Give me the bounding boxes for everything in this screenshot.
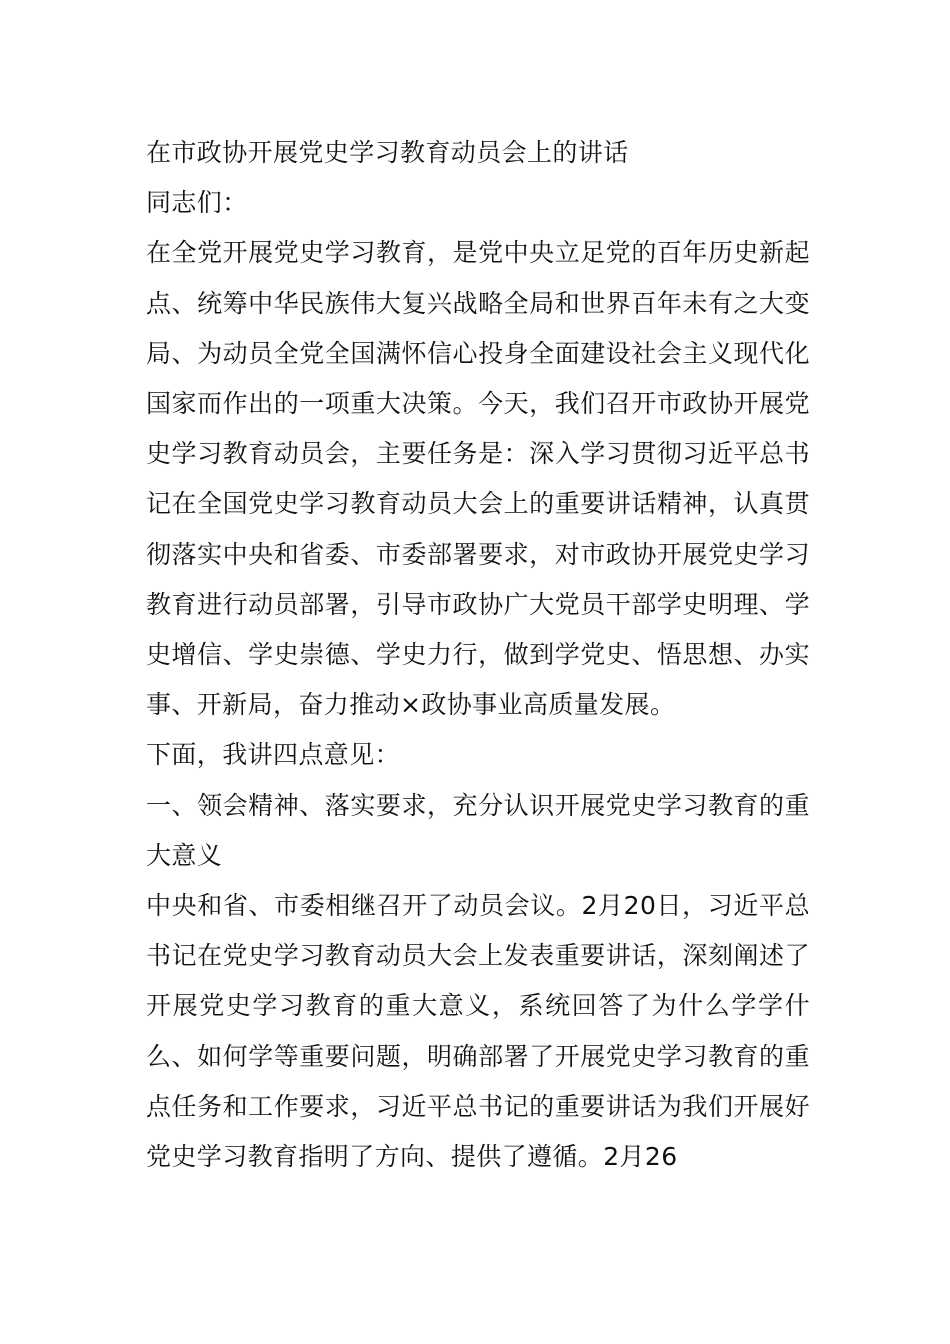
salutation: 同志们： xyxy=(146,188,248,218)
section-heading-1: 一、领会精神、落实要求，充分认识开展党史学习教育的重大意义 xyxy=(146,790,810,870)
paragraph-section-1: 中央和省、市委相继召开了动员会议。2月20日，习近平总书记在党史学习教育动员大会上发表重要讲话，深刻阐述了开展党史学习教育的重大意义，系统回答了为什么学学什么、如何学等重要问题，明确部署了开展党史学习教育的重点任务和工作要求，习近平总书记的重要讲话为我们开展好党史学习教育指明了方向、提供了遵循。2月26 xyxy=(146,891,810,1172)
paragraph-transition: 下面，我讲四点意见： xyxy=(146,740,401,770)
document-title: 在市政协开展党史学习教育动员会上的讲话 xyxy=(146,138,629,167)
document-body xyxy=(146,128,810,1182)
paragraph-intro: 在全党开展党史学习教育，是党中央立足党的百年历史新起点、统筹中华民族伟大复兴战略全局和世界百年未有之大变局、为动员全党全国满怀信心投身全面建设社会主义现代化国家而作出的一项重大决策。今天，我们召开市政协开展党史学习教育动员会，主要任务是：深入学习贯彻习近平总书记在全国党史学习教育动员大会上的重要讲话精神，认真贯彻落实中央和省委、市委部署要求，对市政协开展党史学习教育进行动员部署，引导市政协广大党员干部学史明理、学史增信、学史崇德、学史力行，做到学党史、悟思想、办实事、开新局，奋力推动×政协事业高质量发展。 xyxy=(146,238,810,720)
